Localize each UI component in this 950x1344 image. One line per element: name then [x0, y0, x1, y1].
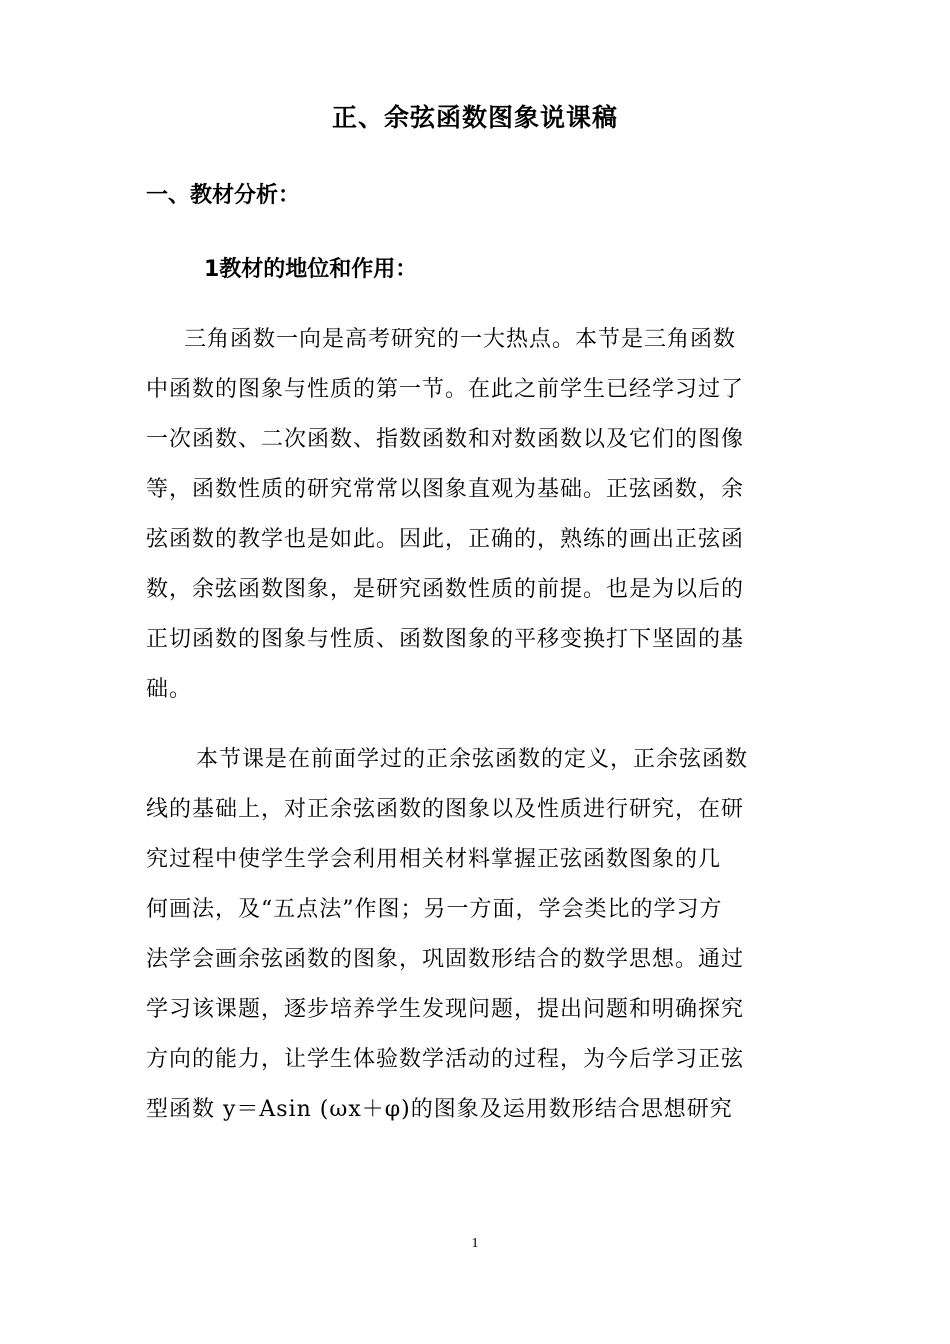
subsection-heading: 1教材的地位和作用：: [204, 257, 418, 282]
paragraph-line: 法学会画余弦函数的图象，巩固数形结合的数学思想。通过: [146, 947, 745, 972]
paragraph-line: 等，函数性质的研究常常以图象直观为基础。正弦函数，余: [146, 477, 745, 502]
paragraph-line: 线的基础上，对正余弦函数的图象以及性质进行研究，在研: [146, 797, 745, 822]
paragraph-line: 数，余弦函数图象，是研究函数性质的前提。也是为以后的: [146, 577, 745, 602]
paragraph-line: 一次函数、二次函数、指数函数和对数函数以及它们的图像: [146, 427, 745, 452]
paragraph-line: 正切函数的图象与性质、函数图象的平移变换打下坚固的基: [146, 627, 745, 652]
paragraph-line: 中函数的图象与性质的第一节。在此之前学生已经学习过了: [146, 377, 745, 402]
paragraph-line: 学习该课题，逐步培养学生发现问题，提出问题和明确探究: [146, 997, 745, 1022]
section-heading: 一、教材分析：: [146, 183, 301, 208]
paragraph-line: 础。: [146, 677, 193, 702]
document-title: 正、余弦函数图象说课稿: [331, 103, 618, 132]
paragraph-line: 究过程中使学生学会利用相关材料掌握正弦函数图象的几: [146, 847, 722, 872]
paragraph-line: 方向的能力，让学生体验数学活动的过程，为今后学习正弦: [146, 1047, 745, 1072]
paragraph-line: 本节课是在前面学过的正余弦函数的定义，正余弦函数: [196, 747, 749, 772]
paragraph-line: 型函数 y＝Asin (ωx＋φ)的图象及运用数形结合思想研究: [146, 1097, 733, 1122]
paragraph-line: 何画法，及“五点法”作图；另一方面，学会类比的学习方: [146, 897, 723, 922]
paragraph-line: 弦函数的教学也是如此。因此，正确的，熟练的画出正弦函: [146, 527, 745, 552]
paragraph-line: 三角函数一向是高考研究的一大热点。本节是三角函数: [184, 327, 737, 352]
page-number: 1: [471, 1236, 479, 1251]
